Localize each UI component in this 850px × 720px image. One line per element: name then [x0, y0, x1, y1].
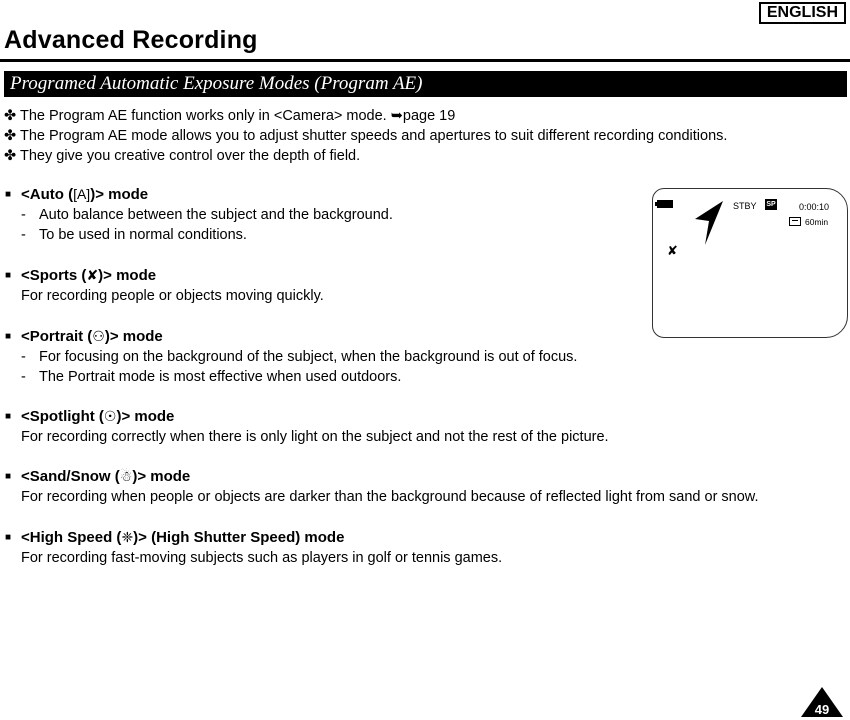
mode-heading: ■ <Sand/Snow (☃)> mode [5, 468, 191, 485]
mode-spotlight [5, 406, 835, 447]
mode-description: - For focusing on the background of the subject, when the background is out of focus. [21, 349, 578, 365]
clover-bullet-icon: ✤ [4, 128, 17, 144]
section-title: Programed Automatic Exposure Modes (Program AE) [10, 73, 423, 94]
mode-description: - Auto balance between the subject and the background. [21, 207, 393, 223]
page-number: 49 [814, 702, 830, 717]
page-number-badge [800, 686, 844, 718]
mode-description: For recording correctly when there is only light on the subject and not the rest of the picture. [21, 429, 609, 445]
mode-heading: ■ <High Speed (❈)> (High Shutter Speed) mode [5, 529, 345, 546]
title-rule [0, 59, 850, 62]
square-bullet-icon: ■ [5, 189, 12, 200]
clover-bullet-icon: ✤ [4, 148, 17, 164]
square-bullet-icon: ■ [5, 532, 12, 543]
square-bullet-icon: ■ [5, 331, 12, 342]
mode-description: For recording people or objects moving quickly. [21, 288, 324, 304]
viewfinder-screen [652, 188, 848, 338]
language-badge: ENGLISH [759, 2, 846, 24]
square-bullet-icon: ■ [5, 471, 12, 482]
mode-description: - To be used in normal conditions. [21, 227, 247, 243]
sports-mode-icon: ✘ [667, 243, 678, 258]
sports-mode-icon: ✘ [86, 267, 99, 283]
mode-high-speed [5, 527, 835, 568]
mode-description: - The Portrait mode is most effective when used outdoors. [21, 369, 402, 385]
high-speed-mode-icon: ❈ [121, 529, 134, 545]
sand-snow-mode-icon: ☃ [119, 468, 133, 484]
vf-counter: 0:00:10 [799, 202, 830, 212]
battery-icon [657, 200, 673, 208]
mode-heading: ■ <Sports (✘)> mode [5, 267, 157, 284]
pointer-arrow-icon [691, 199, 727, 249]
mode-heading: ■ <Spotlight (☉)> mode [5, 408, 175, 425]
section-bar [4, 71, 847, 97]
mode-heading: ■ <Auto ([A])> mode [5, 186, 149, 203]
square-bullet-icon: ■ [5, 270, 12, 281]
mode-heading: ■ <Portrait (⚇)> mode [5, 328, 163, 345]
intro-item: ✤ The Program AE mode allows you to adjust shutter speeds and apertures to suit different recording conditions. [4, 128, 728, 144]
portrait-mode-icon: ⚇ [92, 328, 105, 344]
mode-description: For recording fast-moving subjects such as players in golf or tennis games. [21, 550, 503, 566]
auto-mode-icon: [A] [73, 186, 91, 202]
spotlight-mode-icon: ☉ [103, 408, 117, 424]
vf-remaining: 60min [805, 217, 829, 227]
tape-icon [789, 217, 801, 226]
intro-item: ✤ The Program AE function works only in <Camera> mode. ➥page 19 [4, 108, 456, 124]
vf-status: STBY [733, 201, 757, 211]
intro-item: ✤ They give you creative control over the depth of field. [4, 148, 361, 164]
mode-sand-snow [5, 466, 835, 507]
intro-list [4, 106, 844, 166]
square-bullet-icon: ■ [5, 411, 12, 422]
page-title: Advanced Recording [4, 26, 258, 54]
clover-bullet-icon: ✤ [4, 108, 17, 124]
mode-description: For recording when people or objects are darker than the background because of reflected light from sand or snow. [21, 489, 759, 505]
vf-tape-mode: SP [766, 201, 776, 208]
